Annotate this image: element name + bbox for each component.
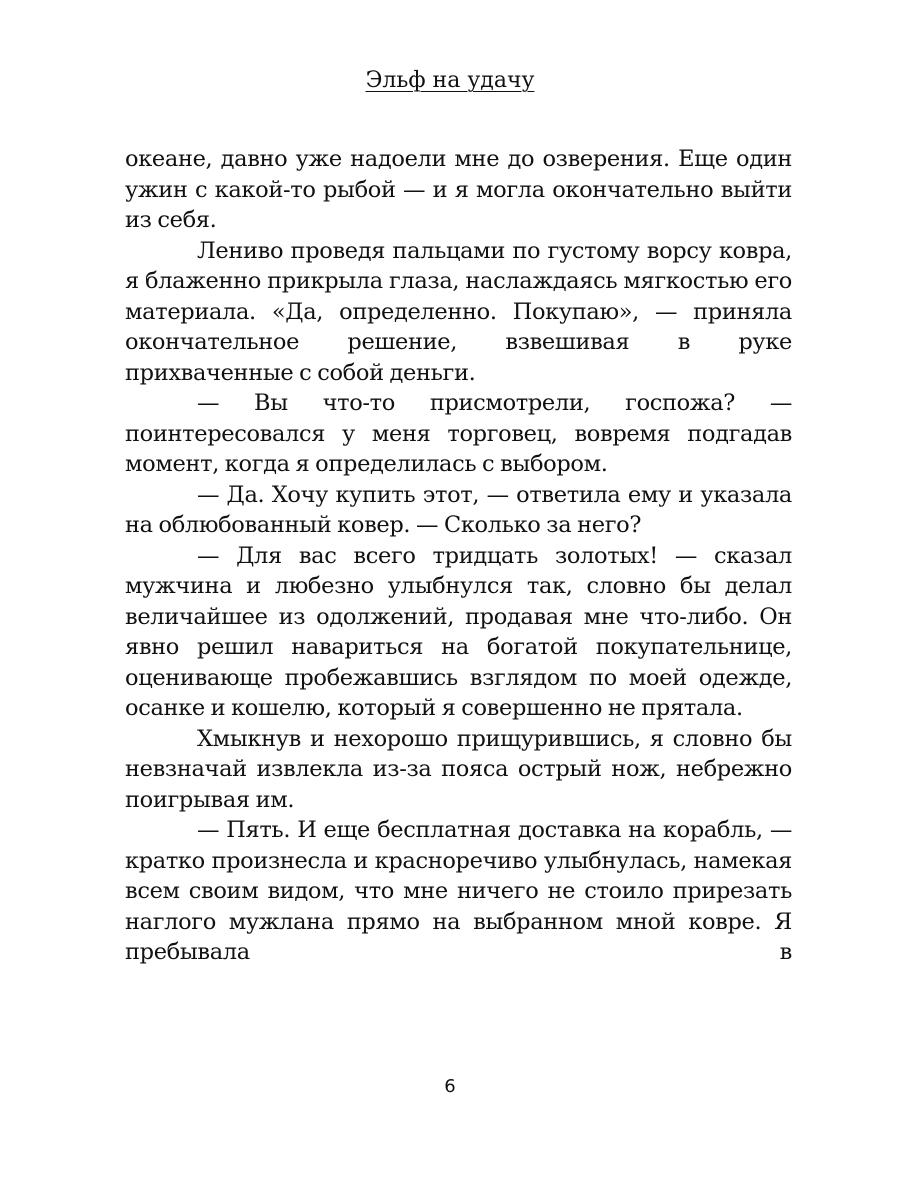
running-header: [0, 66, 900, 96]
paragraph: Хмыкнув и нехорошо прищурившись, я словно бы невзначай извлекла из-за пояса острый нож, небрежно поигрывая им.: [125, 725, 792, 813]
page-number: 6: [444, 1076, 456, 1097]
paragraph: — Вы что-то присмотрели, госпожа? — поинтересовался у меня торговец, вовремя подгадав момент, когда я определилась с выбором.: [125, 390, 792, 477]
paragraph: — Да. Хочу купить этот, — ответила ему и указала на облюбованный ковер. — Сколько за него?: [125, 481, 792, 538]
paragraph: Лениво проведя пальцами по густому ворсу ковра, я блаженно прикрыла глаза, наслаждаясь мягкостью его материала. «Да, определенно. Покупаю», — приняла окончательное решение, взвешивая в руке прихваченные с собой деньги.: [125, 237, 792, 386]
paragraph: — Пять. И еще бесплатная доставка на корабль, — кратко произнесла и красноречиво улыбнулась, намекая всем своим видом, что мне ничего не стоило прирезать наглого мужлана прямо на выбранном мной ковре. Я пребывала в: [125, 817, 792, 965]
book-title: Эльф на удачу: [365, 68, 535, 93]
paragraph-continuation: океане, давно уже надоели мне до озверения. Еще один ужин с какой-то рыбой — и я могла окончательно выйти из себя.: [125, 146, 792, 233]
body-text: [125, 144, 792, 968]
paragraph: — Для вас всего тридцать золотых! — сказал мужчина и любезно улыбнулся так, словно бы делал величайшее из одолжений, продавая мне что-либо. Он явно решил навариться на богатой покупательнице, оценивающе пробежавшись взглядом по моей одежде, осанке и кошелю, который я совершенно не прятала.: [125, 542, 792, 721]
